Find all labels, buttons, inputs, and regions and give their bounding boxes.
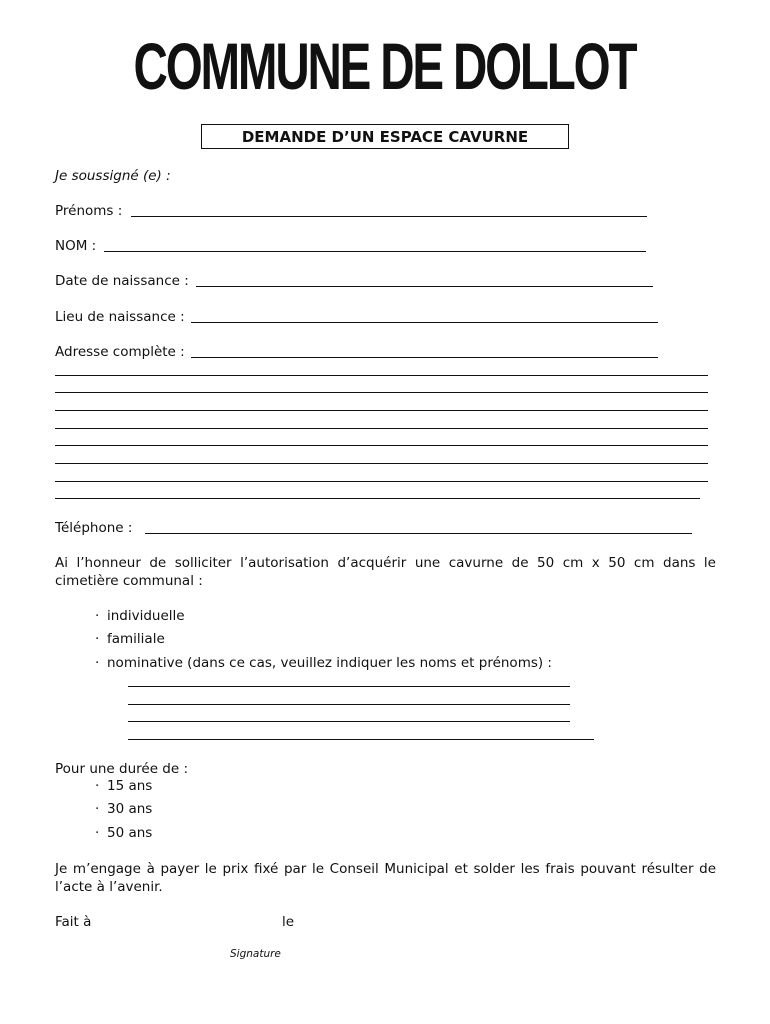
duration-option-label: 30 ans [107,801,153,817]
duration-label: Pour une durée de : [55,761,189,777]
adresse-line[interactable] [55,410,708,411]
fait-a-label: Fait à [55,914,92,930]
bullet-icon: · [95,801,100,817]
duration-option-15[interactable] [95,777,152,795]
type-label: familiale [107,631,165,647]
adresse-line[interactable] [55,392,708,393]
telephone-label: Téléphone : [55,520,133,536]
type-option-individuelle[interactable] [95,607,185,625]
adresse-line[interactable] [55,445,708,446]
date-naissance-label: Date de naissance : [55,273,189,289]
intro-label: Je soussigné (e) : [55,168,171,184]
date-naissance-field[interactable] [196,286,653,287]
bullet-icon: · [95,631,100,647]
engagement-paragraph: Je m’engage à payer le prix fixé par le Conseil Municipal et solder les frais pouvant résulter de l’acte à l’avenir. [55,861,716,895]
lieu-naissance-field[interactable] [191,322,658,323]
type-option-nominative[interactable] [95,654,552,672]
lieu-naissance-label: Lieu de naissance : [55,309,185,325]
adresse-line[interactable] [55,375,708,376]
type-label: nominative (dans ce cas, veuillez indiquer les noms et prénoms) : [107,655,552,671]
date-label: le [282,914,295,930]
prenoms-label: Prénoms : [55,203,123,219]
bullet-icon: · [95,608,100,624]
prenoms-field[interactable] [131,216,647,217]
adresse-field[interactable] [191,357,658,358]
page-title: COMMUNE DE DOLLOT [133,29,636,103]
nominative-name-line[interactable] [128,686,570,687]
type-label: individuelle [107,608,185,624]
duration-option-label: 15 ans [107,778,153,794]
bullet-icon: · [95,655,100,671]
adresse-line[interactable] [55,481,708,482]
bullet-icon: · [95,825,100,841]
nominative-name-line[interactable] [128,721,570,722]
nom-label: NOM : [55,238,97,254]
adresse-line[interactable] [55,428,708,429]
duration-option-label: 50 ans [107,825,153,841]
adresse-line[interactable] [55,498,700,499]
adresse-label: Adresse complète : [55,344,185,360]
adresse-line[interactable] [55,463,708,464]
bullet-icon: · [95,778,100,794]
type-option-familiale[interactable] [95,630,165,648]
duration-option-30[interactable] [95,800,152,818]
duration-option-50[interactable] [95,824,152,842]
form-subtitle-box [201,124,569,149]
nom-field[interactable] [104,251,646,252]
request-paragraph: Ai l’honneur de solliciter l’autorisation d’acquérir une cavurne de 50 cm x 50 cm dans le cimetière communal : [55,555,716,589]
nominative-name-line[interactable] [128,704,570,705]
signature-label: Signature [230,948,281,960]
form-subtitle: DEMANDE D’UN ESPACE CAVURNE [241,127,529,146]
telephone-field[interactable] [145,533,692,534]
nominative-name-line[interactable] [128,739,594,740]
